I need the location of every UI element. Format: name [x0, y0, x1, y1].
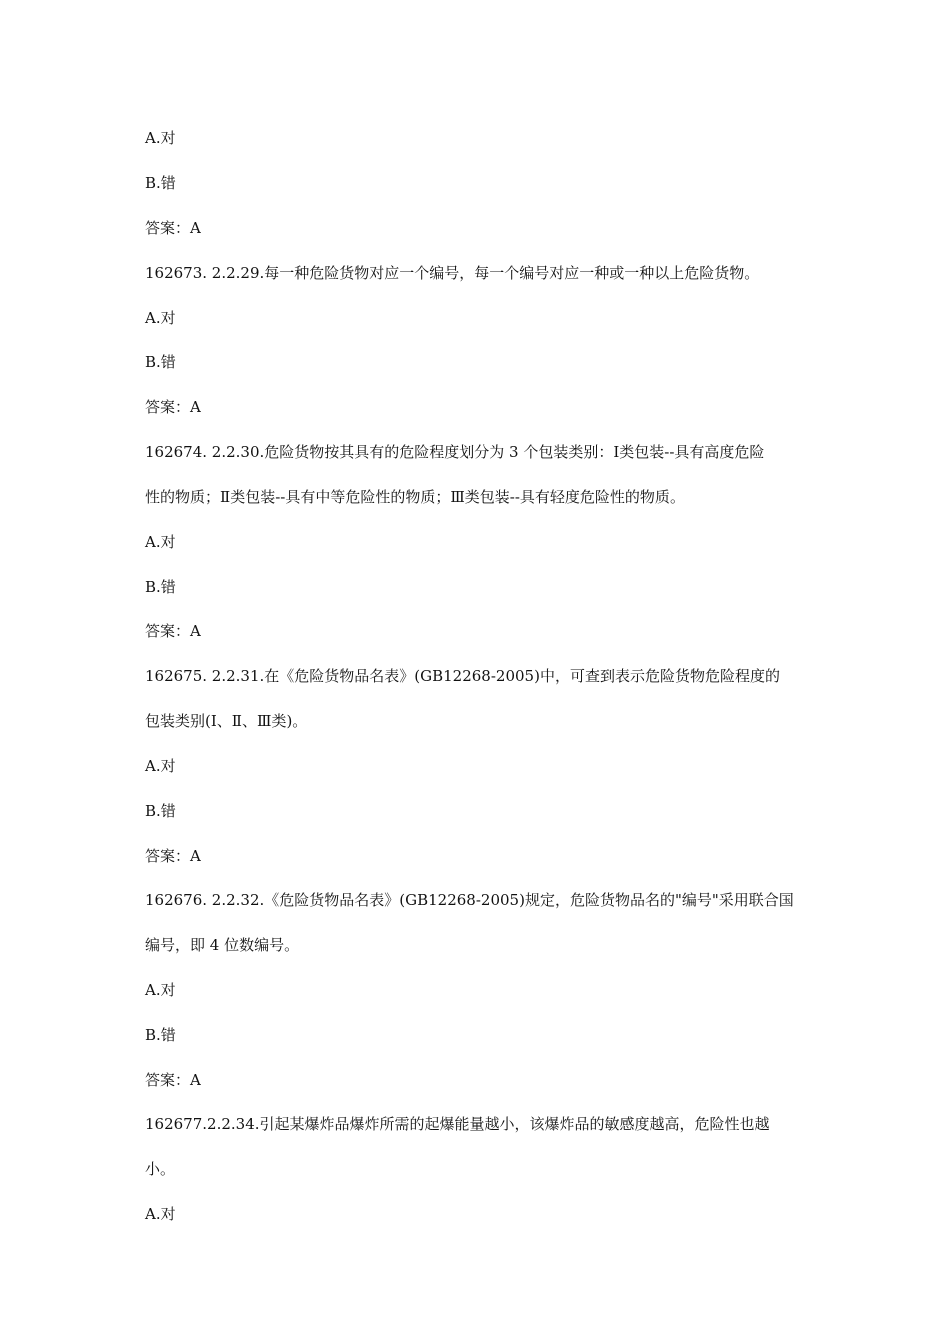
- option-b: B.错: [145, 578, 176, 596]
- option-b: B.错: [145, 1026, 176, 1044]
- option-a: A.对: [145, 757, 176, 775]
- answer-line: 答案：A: [145, 1071, 201, 1089]
- question-162676-continued: 编号，即 4 位数编号。: [145, 936, 300, 954]
- answer-line: 答案：A: [145, 622, 201, 640]
- question-162677: 162677.2.2.34.引起某爆炸品爆炸所需的起爆能量越小，该爆炸品的敏感度越高，危险性也越: [145, 1115, 770, 1133]
- option-a: A.对: [145, 533, 176, 551]
- option-a: A.对: [145, 129, 176, 147]
- option-a: A.对: [145, 981, 176, 999]
- option-b: B.错: [145, 174, 176, 192]
- question-162674-continued: 性的物质；Ⅱ类包装--具有中等危险性的物质；Ⅲ类包装--具有轻度危险性的物质。: [145, 488, 685, 506]
- question-162674: 162674. 2.2.30.危险货物按其具有的危险程度划分为 3 个包装类别：Ⅰ类包装--具有高度危险: [145, 443, 765, 461]
- question-162673: 162673. 2.2.29.每一种危险货物对应一个编号，每一个编号对应一种或一种以上危险货物。: [145, 264, 760, 282]
- answer-line: 答案：A: [145, 398, 201, 416]
- option-a: A.对: [145, 309, 176, 327]
- option-a: A.对: [145, 1205, 176, 1223]
- question-162677-continued: 小。: [145, 1160, 176, 1178]
- question-162676: 162676. 2.2.32.《危险货物品名表》(GB12268-2005)规定，危险货物品名的"编号"采用联合国: [145, 891, 794, 909]
- question-162675-continued: 包装类别(Ⅰ、Ⅱ、Ⅲ类)。: [145, 712, 308, 730]
- answer-line: 答案：A: [145, 847, 201, 865]
- option-b: B.错: [145, 353, 176, 371]
- question-162675: 162675. 2.2.31.在《危险货物品名表》(GB12268-2005)中，可查到表示危险货物危险程度的: [145, 667, 780, 685]
- option-b: B.错: [145, 802, 176, 820]
- answer-line: 答案：A: [145, 219, 201, 237]
